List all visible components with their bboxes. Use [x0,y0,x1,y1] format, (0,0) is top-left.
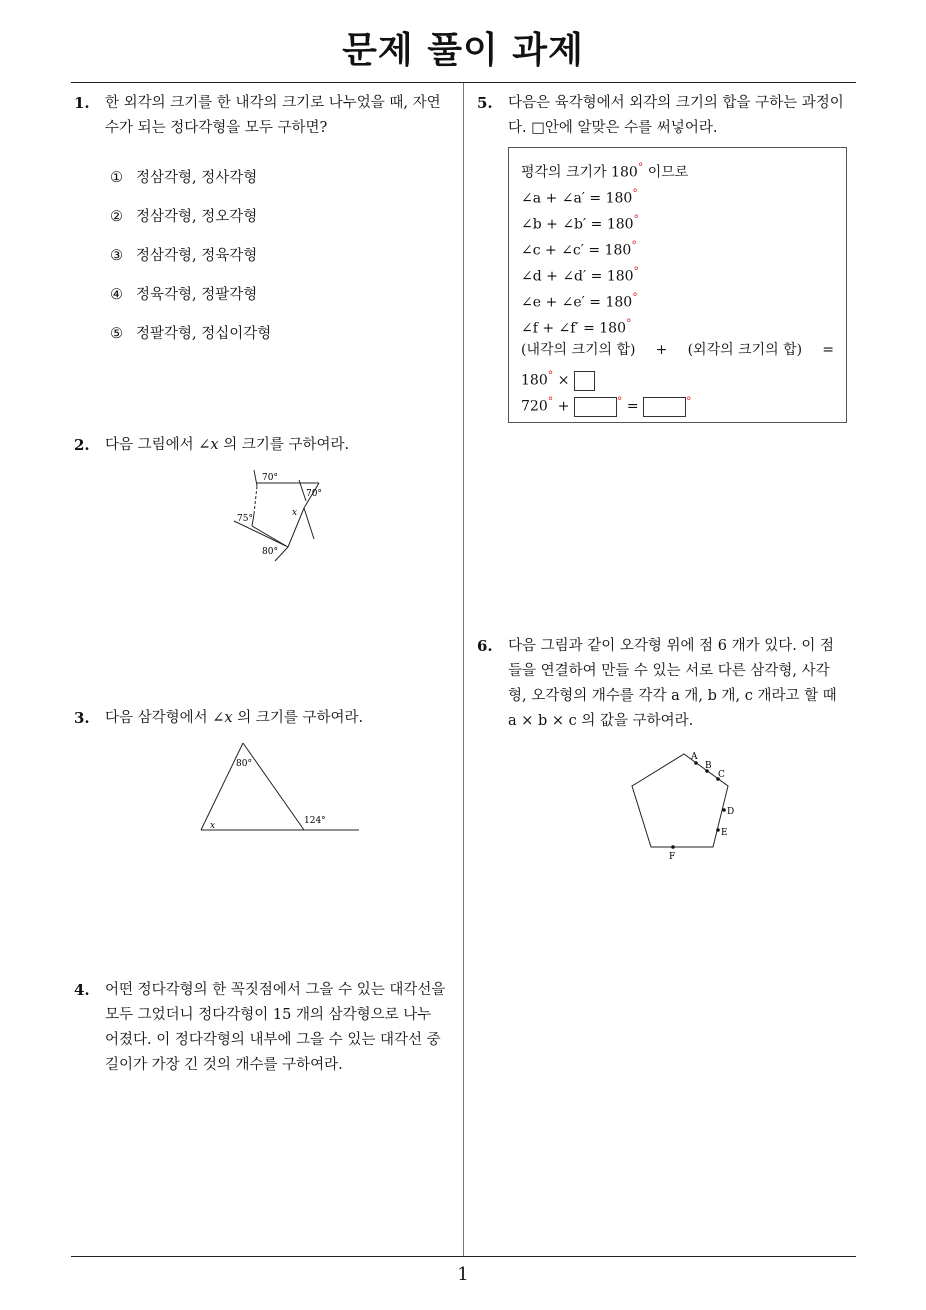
answer-blank-1[interactable] [574,371,595,391]
choice-1[interactable]: ① 정삼각형, 정사각형 [110,170,258,186]
point-label-f: F [669,852,676,862]
question-text-line: 어떤 정다각형의 한 꼭짓점에서 그을 수 있는 대각선을 [105,982,446,998]
question-number: 6. [477,637,493,655]
pentagon-angle-figure [226,466,336,568]
angle-label-70b: 70° [306,489,322,499]
question-text-line: 다음 그림과 같이 오각형 위에 점 6 개가 있다. 이 점 [508,638,835,654]
answer-blank-3[interactable] [643,397,686,417]
question-number: 4. [74,981,90,999]
point-label-c: C [718,770,725,780]
solution-box: 평각의 크기가 180° 이므로 ∠a + ∠a′ = 180° ∠b + ∠b′ = 180° ∠c + ∠c′ = 180° ∠d + ∠d′ = 180° ∠e + ∠e′ = 180° ∠f + ∠f′ = 180° (내각의 크기의 합) + (외각의 크기의 합) = 180° × 720° + ° = ° [508,147,847,423]
question-text-line: 수가 되는 정다각형을 모두 구하면? [105,120,328,136]
angle-label-x: x [210,821,216,831]
triangle-figure [196,738,366,838]
question-text-line: 길이가 가장 긴 것의 개수를 구하여라. [105,1057,343,1073]
question-number: 1. [74,94,90,112]
choice-2[interactable]: ② 정삼각형, 정오각형 [110,209,258,225]
question-number: 3. [74,709,90,727]
angle-label-80: 80° [262,547,278,557]
question-text-line: 한 외각의 크기를 한 내각의 크기로 나누었을 때, 자연 [105,95,441,111]
answer-blank-2[interactable] [574,397,617,417]
question-text-line: 어졌다. 이 정다각형의 내부에 그을 수 있는 대각선 중 [105,1032,441,1048]
bottom-rule [71,1256,856,1257]
point-label-d: D [727,807,735,817]
question-text-line: 형, 오각형의 개수를 각각 a 개, b 개, c 개라고 할 때 [508,688,837,704]
point-label-e: E [721,828,728,838]
column-divider [463,83,464,1256]
question-number: 2. [74,436,90,454]
angle-label-75: 75° [237,514,253,524]
question-number: 5. [477,94,493,112]
angle-label-80: 80° [236,759,252,769]
choice-3[interactable]: ③ 정삼각형, 정육각형 [110,248,258,264]
choice-4[interactable]: ④ 정육각형, 정팔각형 [110,287,258,303]
question-text-line: 모두 그었더니 정다각형이 15 개의 삼각형으로 나누 [105,1007,432,1023]
choice-list [110,159,271,354]
question-text-line: 다음은 육각형에서 외각의 크기의 합을 구하는 과정이 [508,95,844,111]
question-text-line: a × b × c 의 값을 구하여라. [508,713,694,729]
question-text-line: 들을 연결하여 만들 수 있는 서로 다른 삼각형, 사각 [508,663,830,679]
page-number: 1 [457,1264,469,1285]
question-text-line: 다. □안에 알맞은 수를 써넣어라. [508,120,718,136]
page-title: 문제 풀이 과제 [342,30,584,71]
angle-label-70a: 70° [262,473,278,483]
point-label-a: A [691,752,698,762]
angle-label-124: 124° [304,816,326,826]
choice-5[interactable]: ⑤ 정팔각형, 정십이각형 [110,326,272,342]
angle-label-x: x [292,508,298,518]
pentagon-points-figure [624,748,750,864]
point-label-b: B [705,761,712,771]
